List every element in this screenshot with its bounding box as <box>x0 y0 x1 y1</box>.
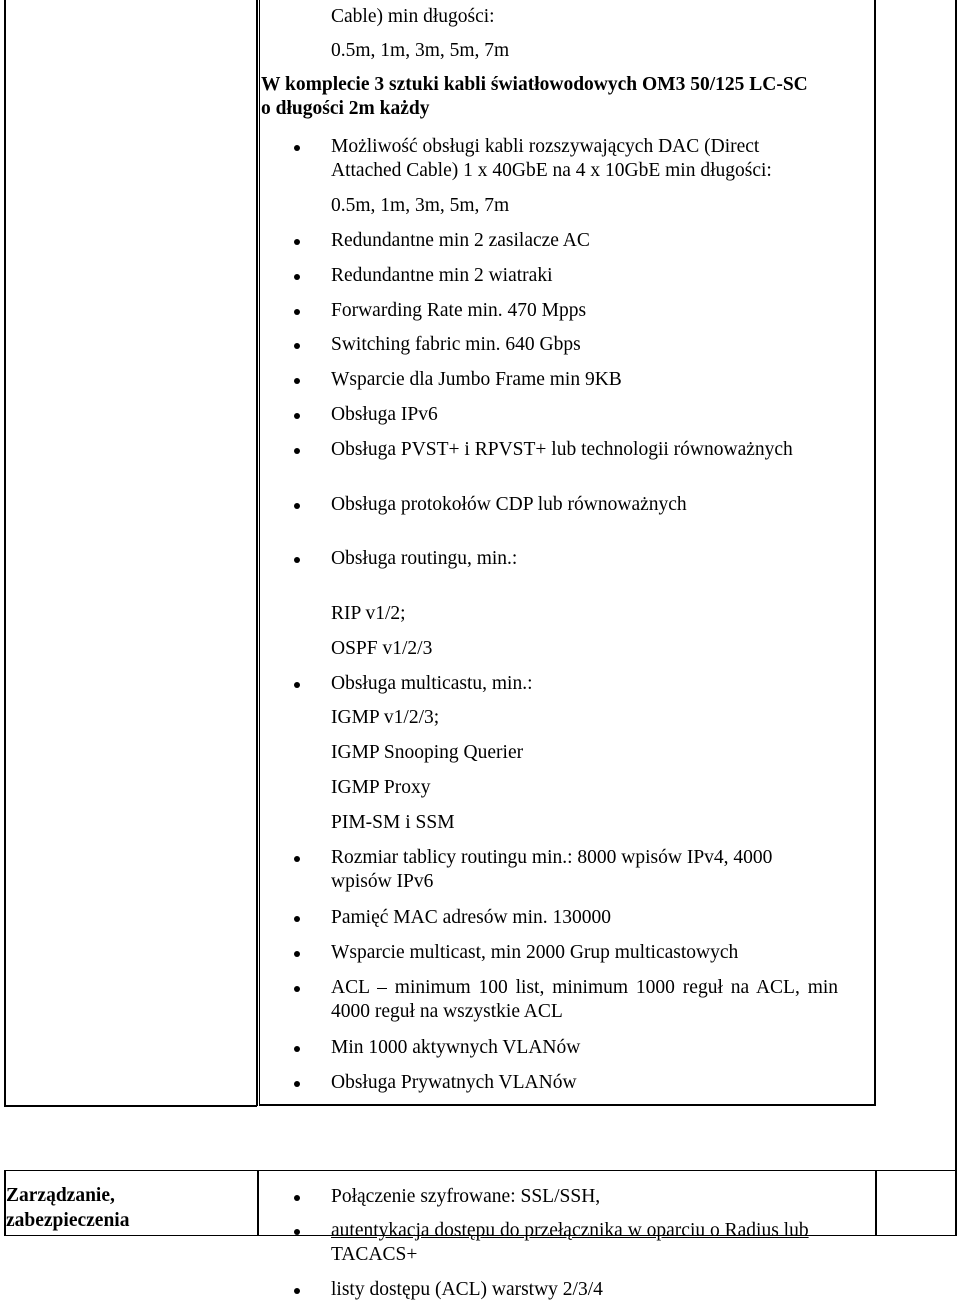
continued-text: Cable) min długości: <box>331 6 495 27</box>
sub-value: IGMP v1/2/3; <box>331 707 440 728</box>
sub-value: RIP v1/2; <box>331 603 406 624</box>
list-item-cont: 4000 reguł na wszystkie ACL <box>331 1001 563 1022</box>
sub-value: PIM-SM i SSM <box>331 812 455 833</box>
list-item: Obsługa IPv6 <box>331 404 438 425</box>
bottom-row-top-line <box>4 1170 957 1171</box>
row-label: Zarządzanie, <box>6 1185 115 1206</box>
list-item: Wsparcie multicast, min 2000 Grup multicastowych <box>331 942 739 963</box>
bullet-icon <box>294 1288 300 1294</box>
list-item: autentykacja dostępu do przełącznika w oparciu o Radius lub <box>331 1220 809 1241</box>
bullet-icon <box>294 682 300 688</box>
list-item: Obsługa protokołów CDP lub równoważnych <box>331 494 687 515</box>
list-item: Obsługa routingu, min.: <box>331 548 518 569</box>
list-item-cont: wpisów IPv6 <box>331 871 434 892</box>
sub-value: 0.5m, 1m, 3m, 5m, 7m <box>331 195 510 216</box>
list-item: Możliwość obsługi kabli rozszywających DAC (Direct <box>331 136 760 157</box>
list-item: Redundantne min 2 zasilacze AC <box>331 230 590 251</box>
list-item-cont: TACACS+ <box>331 1244 418 1265</box>
list-item: Rozmiar tablicy routingu min.: 8000 wpisów IPv4, 4000 <box>331 847 773 868</box>
bundle-heading-line2: o długości 2m każdy <box>261 98 430 119</box>
row-separator-mid <box>259 1104 876 1106</box>
bullet-icon <box>294 413 300 419</box>
list-item: listy dostępu (ACL) warstwy 2/3/4 <box>331 1279 603 1300</box>
bullet-icon <box>294 986 300 992</box>
column-divider-right-lower <box>875 1170 877 1236</box>
sub-value: OSPF v1/2/3 <box>331 638 433 659</box>
bullet-icon <box>294 1195 300 1201</box>
list-item: ACL – minimum 100 list, minimum 1000 reguł na ACL, min <box>331 977 839 998</box>
list-item: Obsługa Prywatnych VLANów <box>331 1072 577 1093</box>
bullet-icon <box>294 951 300 957</box>
column-divider-inner <box>259 0 260 1106</box>
list-item: Redundantne min 2 wiatraki <box>331 265 553 286</box>
column-divider-right <box>874 0 876 1106</box>
bullet-icon <box>294 503 300 509</box>
row-separator-left <box>4 1105 257 1107</box>
bullet-icon <box>294 274 300 280</box>
column-divider <box>256 0 258 1106</box>
list-item: Połączenie szyfrowane: SSL/SSH, <box>331 1186 601 1207</box>
bullet-icon <box>294 856 300 862</box>
table-left-border <box>4 0 6 1106</box>
list-item: Obsługa multicastu, min.: <box>331 673 533 694</box>
bullet-icon <box>294 239 300 245</box>
bullet-icon <box>294 378 300 384</box>
row-label-line2: zabezpieczenia <box>6 1210 130 1231</box>
sub-value: IGMP Proxy <box>331 777 431 798</box>
bundle-heading: W komplecie 3 sztuki kabli światłowodowych OM3 50/125 LC-SC <box>261 74 808 95</box>
list-item: Switching fabric min. 640 Gbps <box>331 334 581 355</box>
sub-value: IGMP Snooping Querier <box>331 742 524 763</box>
table-right-border <box>955 0 957 1236</box>
list-item: Min 1000 aktywnych VLANów <box>331 1037 581 1058</box>
bullet-icon <box>294 343 300 349</box>
bullet-icon <box>294 1046 300 1052</box>
bullet-icon <box>294 1081 300 1087</box>
bullet-icon <box>294 916 300 922</box>
list-item: Obsługa PVST+ i RPVST+ lub technologii równoważnych <box>331 439 793 460</box>
continued-lengths: 0.5m, 1m, 3m, 5m, 7m <box>331 40 510 61</box>
list-item-cont: Attached Cable) 1 x 40GbE na 4 x 10GbE min długości: <box>331 160 772 181</box>
bullet-icon <box>294 145 300 151</box>
list-item: Pamięć MAC adresów min. 130000 <box>331 907 612 928</box>
column-divider-lower <box>257 1170 259 1236</box>
bullet-icon <box>294 557 300 563</box>
bullet-icon <box>294 1229 300 1235</box>
bullet-icon <box>294 309 300 315</box>
list-item: Forwarding Rate min. 470 Mpps <box>331 300 587 321</box>
list-item: Wsparcie dla Jumbo Frame min 9KB <box>331 369 622 390</box>
bullet-icon <box>294 448 300 454</box>
